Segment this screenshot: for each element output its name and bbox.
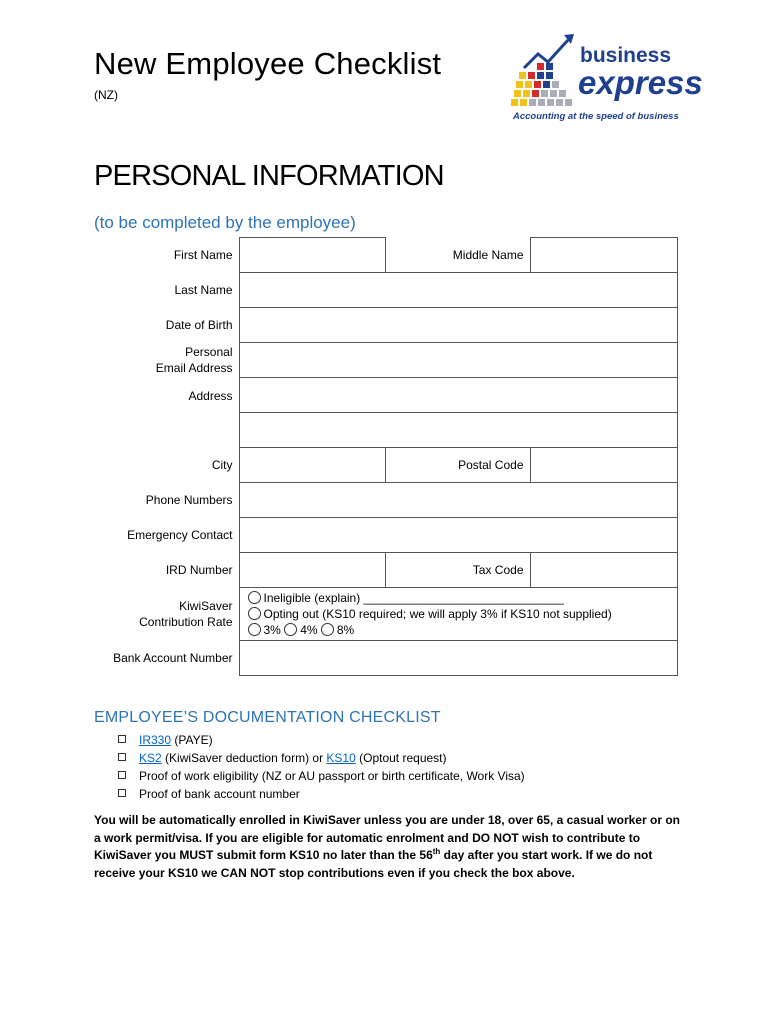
tax-code-field[interactable] (530, 553, 677, 588)
business-express-logo (510, 32, 703, 124)
checklist-item-bank-proof (118, 785, 525, 803)
logo-express-text: express (578, 64, 703, 101)
radio-3-percent-icon[interactable] (248, 623, 261, 636)
last-name-label: Last Name (174, 283, 233, 297)
checkbox-icon[interactable] (118, 771, 126, 779)
kiwisaver-label-line2: Contribution Rate (139, 615, 233, 629)
personal-information-heading: PERSONAL INFORMATION (94, 160, 444, 192)
ks2-link[interactable]: KS2 (139, 751, 162, 765)
notice-text-part1: You will be automatically enrolled in KiwiSaver unless you are under 18, over 65, a casual worker or on a work permit/visa. If you are eligible for automatic enrolment and DO NOT wish to contribute to KiwiSaver you MUST submit form KS10 no later than the 56 (94, 813, 680, 862)
date-of-birth-field[interactable] (239, 308, 677, 343)
checklist-item-ks2 (118, 749, 525, 767)
checkbox-icon[interactable] (118, 753, 126, 761)
tax-code-label: Tax Code (385, 553, 530, 588)
radio-ineligible-icon[interactable] (248, 591, 261, 604)
logo-business-text: business (580, 44, 672, 67)
checklist-item-ir330 (118, 731, 525, 749)
personal-information-form (94, 237, 678, 676)
employee-subheading: (to be completed by the employee) (94, 213, 356, 232)
documentation-checklist (118, 731, 525, 803)
ird-number-field[interactable] (239, 553, 385, 588)
checkbox-icon[interactable] (118, 735, 126, 743)
bank-account-label: Bank Account Number (113, 651, 233, 665)
postal-code-field[interactable] (530, 448, 677, 483)
opting-out-text: Opting out (KS10 required; we will apply 3% if KS10 not supplied) (263, 607, 612, 621)
last-name-field[interactable] (239, 273, 677, 308)
date-of-birth-label: Date of Birth (165, 318, 233, 332)
city-field[interactable] (239, 448, 385, 483)
email-label-line1: Personal (185, 345, 233, 359)
checkbox-icon[interactable] (118, 789, 126, 797)
checklist-item-text: (KiwiSaver deduction form) or (161, 751, 327, 765)
rate-4-text: 4% (300, 623, 318, 637)
checklist-item-text: (PAYE) (171, 733, 213, 747)
rate-8-text: 8% (336, 623, 355, 637)
address-field-line1[interactable] (239, 378, 677, 413)
postal-code-label: Postal Code (458, 458, 524, 472)
address-field-line2[interactable] (239, 413, 677, 448)
notice-text-part2: day after you start work. If we do not receive your KS10 we CAN NOT stop contributions even if you check the box above. (94, 848, 653, 880)
checklist-item-work-eligibility (118, 767, 525, 785)
emergency-contact-label: Emergency Contact (127, 528, 233, 542)
radio-opting-out-icon[interactable] (248, 607, 261, 620)
email-field[interactable] (239, 343, 677, 378)
ks10-link[interactable]: KS10 (326, 751, 356, 765)
checklist-item-text: Proof of bank account number (139, 787, 300, 801)
first-name-field[interactable] (239, 238, 385, 273)
documentation-checklist-heading: EMPLOYEE’S DOCUMENTATION CHECKLIST (94, 709, 441, 726)
kiwisaver-option-ineligible[interactable] (248, 590, 669, 606)
phone-numbers-field[interactable] (239, 483, 677, 518)
email-label-line2: Email Address (155, 361, 233, 375)
logo-tagline: Accounting at the speed of business (513, 111, 679, 122)
first-name-label: First Name (173, 248, 233, 262)
radio-8-percent-icon[interactable] (321, 623, 334, 636)
page-title: New Employee Checklist (94, 46, 442, 81)
address-label: Address (188, 388, 233, 403)
kiwisaver-label (94, 588, 239, 641)
checklist-item-text: Proof of work eligibility (NZ or AU passport or birth certificate, Work Visa) (139, 769, 525, 783)
kiwisaver-notice (94, 812, 684, 882)
email-label (94, 343, 239, 378)
page-subtitle: (NZ) (94, 88, 118, 102)
phone-numbers-label: Phone Numbers (145, 493, 233, 507)
ird-number-label: IRD Number (165, 563, 233, 577)
kiwisaver-options (239, 588, 677, 641)
radio-4-percent-icon[interactable] (284, 623, 297, 636)
city-label: City (211, 458, 233, 472)
notice-superscript: th (432, 847, 441, 856)
ineligible-text: Ineligible (explain) ______________________________ (263, 591, 564, 605)
kiwisaver-option-opting-out[interactable] (248, 606, 669, 622)
ir330-link[interactable]: IR330 (139, 733, 172, 747)
middle-name-label: Middle Name (452, 247, 524, 262)
rate-3-text: 3% (263, 623, 281, 637)
kiwisaver-label-line1: KiwiSaver (179, 599, 233, 613)
checklist-item-text: (Optout request) (355, 751, 447, 765)
middle-name-field[interactable] (530, 238, 677, 273)
bank-account-field[interactable] (239, 641, 677, 676)
kiwisaver-rate-options (248, 622, 669, 638)
emergency-contact-field[interactable] (239, 518, 677, 553)
